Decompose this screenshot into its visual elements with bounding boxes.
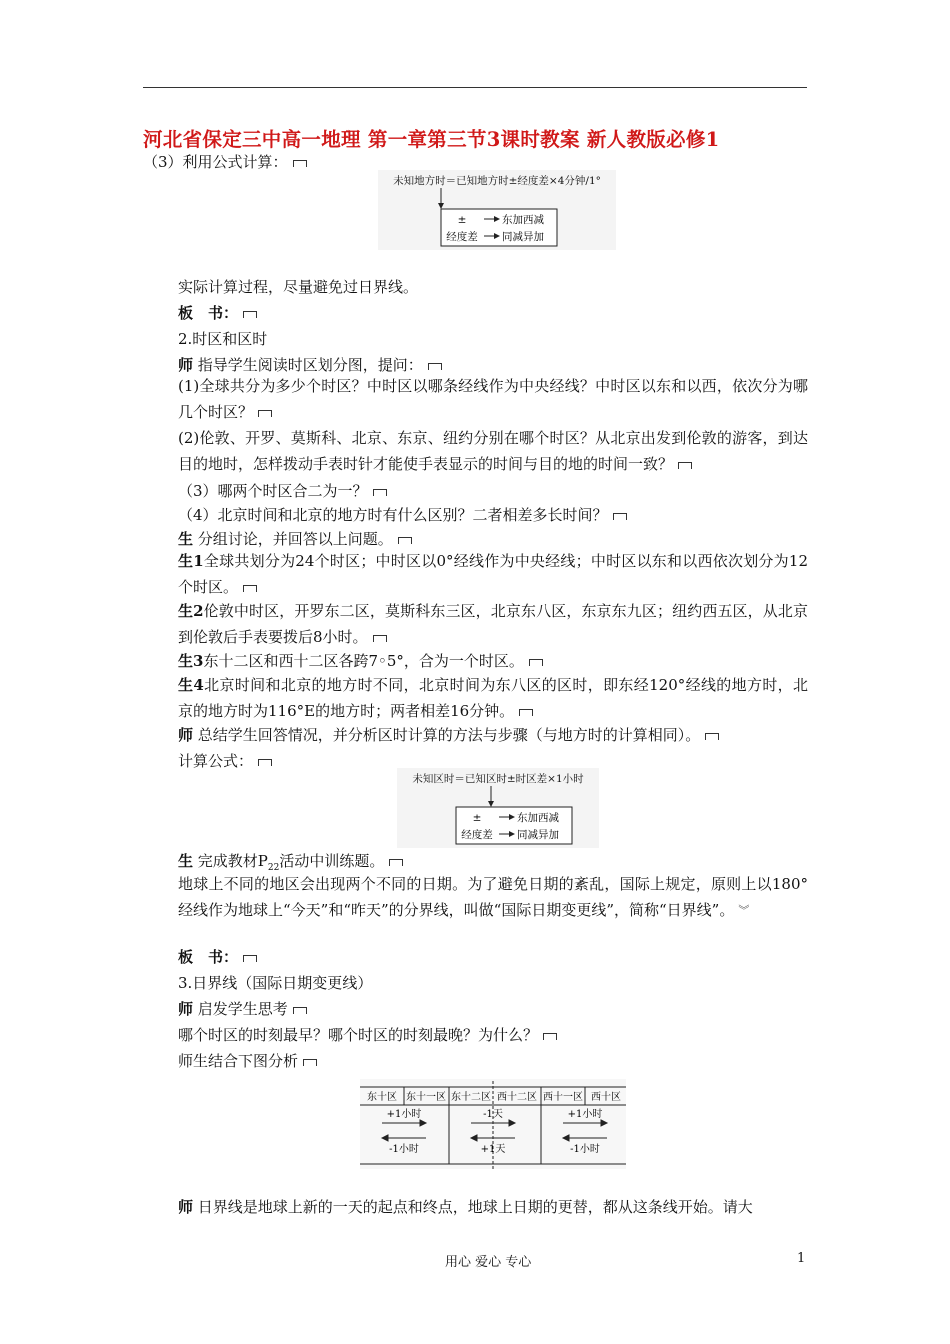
local-time-formula-figure [378,170,616,250]
time-change-label: +1小时 [386,1109,422,1120]
blackboard-heading-2: 板 书： [178,947,808,967]
zone-label: 东十二区 [451,1092,491,1103]
teacher-prompt-2: 师 启发学生思考 [178,999,808,1019]
zone-label: 东十区 [367,1092,397,1103]
zone-time-formula-figure [397,768,599,848]
question-4: （4）北京时间和北京的地方时有什么区别？二者相差多长时间？ [178,505,808,525]
paragraph-mark-icon [243,955,257,962]
teacher-summary: 师 总结学生回答情况，并分析区时计算的方法与步骤（与地方时的计算相同）。 [178,725,808,745]
paragraph-mark-icon [258,410,272,417]
paragraph-mark-icon [705,733,719,740]
time-change-label: +1小时 [567,1109,603,1120]
paragraph-mark-icon [398,537,412,544]
page-number: 1 [797,1251,806,1266]
student-3-answer: 生3东十二区和西十二区各跨7◦5°，合为一个时区。 [178,651,808,671]
paragraph-avoid-dateline: 实际计算过程，尽量避免过日界线。 [178,278,419,296]
fig2-formula: 未知区时＝已知区时±时区差×1小时 [412,773,584,785]
time-change-label: -1小时 [570,1144,600,1155]
paragraph-mark-icon [678,462,692,469]
fig1-formula: 未知地方时＝已知地方时±经度差×4分钟/1° [393,175,601,187]
paragraph-3-formula: （3）利用公式计算： [143,152,773,172]
student-1-answer: 生1全球共划分为24个时区；中时区以0°经线作为中央经线；中时区以东和以西依次划分为12个时区。 [178,552,808,596]
header-rule [143,87,807,88]
paragraph-mark-icon [373,489,387,496]
double-chevron-icon: ︾ [738,904,750,917]
fig1-row2-left: 经度差 [446,231,478,243]
paragraph-mark-icon [303,1059,317,1066]
time-change-label: -1天 [483,1109,503,1120]
formula-label: 计算公式： [178,751,808,771]
fig1-row2-right: 同减异加 [502,231,544,243]
question-2: (2)伦敦、开罗、莫斯科、北京、东京、纽约分别在哪个时区？从北京出发到伦敦的游客，到达目的地时，怎样拨动手表时针才能使手表显示的时间与目的地的时间一致？ [178,429,808,473]
paragraph-mark-icon [243,585,257,592]
section-2-heading: 2.时区和区时 [178,330,268,348]
student-exercise: 生 完成教材$P_{22}$活动中训练题。 [178,851,808,878]
zone-label: 西十一区 [543,1092,583,1103]
paragraph-mark-icon [293,160,307,167]
paragraph-mark-icon [543,1033,557,1040]
paragraph-mark-icon [519,709,533,716]
dateline-explanation: 地球上不同的地区会出现两个不同的日期。为了避免日期的紊乱，国际上规定，原则上以180°经线作为地球上“今天”和“昨天”的分界线，叫做“国际日期变更线”，简称“日界线”。 ︾ [178,871,808,924]
student-discussion: 生 分组讨论，并回答以上问题。 [178,529,808,549]
student-4-answer: 生4北京时间和北京的地方时不同，北京时间为东八区的区时，即东经120°经线的地方时，北京的地方时为116°E的地方时；两者相差16分钟。 [178,676,809,720]
blackboard-heading-1: 板 书： [178,303,808,323]
section-3-heading: 3.日界线（国际日期变更线） [178,974,373,992]
fig2-row2-right: 同减异加 [517,829,559,841]
fig1-row1-left: ± [457,214,467,226]
teacher-prompt-1: 师 指导学生阅读时区划分图，提问： [178,355,808,375]
zone-label: 西十区 [591,1092,621,1103]
paragraph-mark-icon [373,635,387,642]
paragraph-mark-icon [428,363,442,370]
document-title: 河北省保定三中高一地理 第一章第三节3课时教案 新人教版必修1 [143,128,720,151]
time-change-label: +1天 [480,1144,506,1155]
paragraph-mark-icon [613,513,627,520]
paragraph-mark-icon [389,859,403,866]
analysis-prompt: 师生结合下图分析 [178,1051,808,1071]
paragraph-mark-icon [243,311,257,318]
zone-label: 东十一区 [406,1092,446,1103]
fig2-row1-left: ± [472,812,482,824]
footer-text: 用心 爱心 专心 [445,1255,532,1270]
zone-label: 西十二区 [497,1092,537,1103]
question-3: （3）哪两个时区合二为一？ [178,481,808,501]
question-1: (1)全球共分为多少个时区？中时区以哪条经线作为中央经线？中时区以东和以西，依次分为哪几个时区？ [178,377,808,421]
paragraph-mark-icon [258,759,272,766]
time-change-label: -1小时 [389,1144,419,1155]
fig2-row1-right: 东加西减 [517,812,559,824]
date-line-diagram [360,1079,626,1169]
paragraph-mark-icon [293,1007,307,1014]
student-2-answer: 生2伦敦中时区，开罗东二区，莫斯科东三区，北京东八区，东京东九区；纽约西五区，从北京到伦敦后手表要拨后8小时。 [178,602,809,646]
teacher-dateline-explanation: 师 日界线是地球上新的一天的起点和终点，地球上日期的更替，都从这条线开始。请大 [178,1198,753,1216]
question-earliest-latest: 哪个时区的时刻最早？哪个时区的时刻最晚？为什么？ [178,1025,808,1045]
fig2-row2-left: 经度差 [461,829,493,841]
fig1-row1-right: 东加西减 [502,214,544,226]
paragraph-mark-icon [529,659,543,666]
